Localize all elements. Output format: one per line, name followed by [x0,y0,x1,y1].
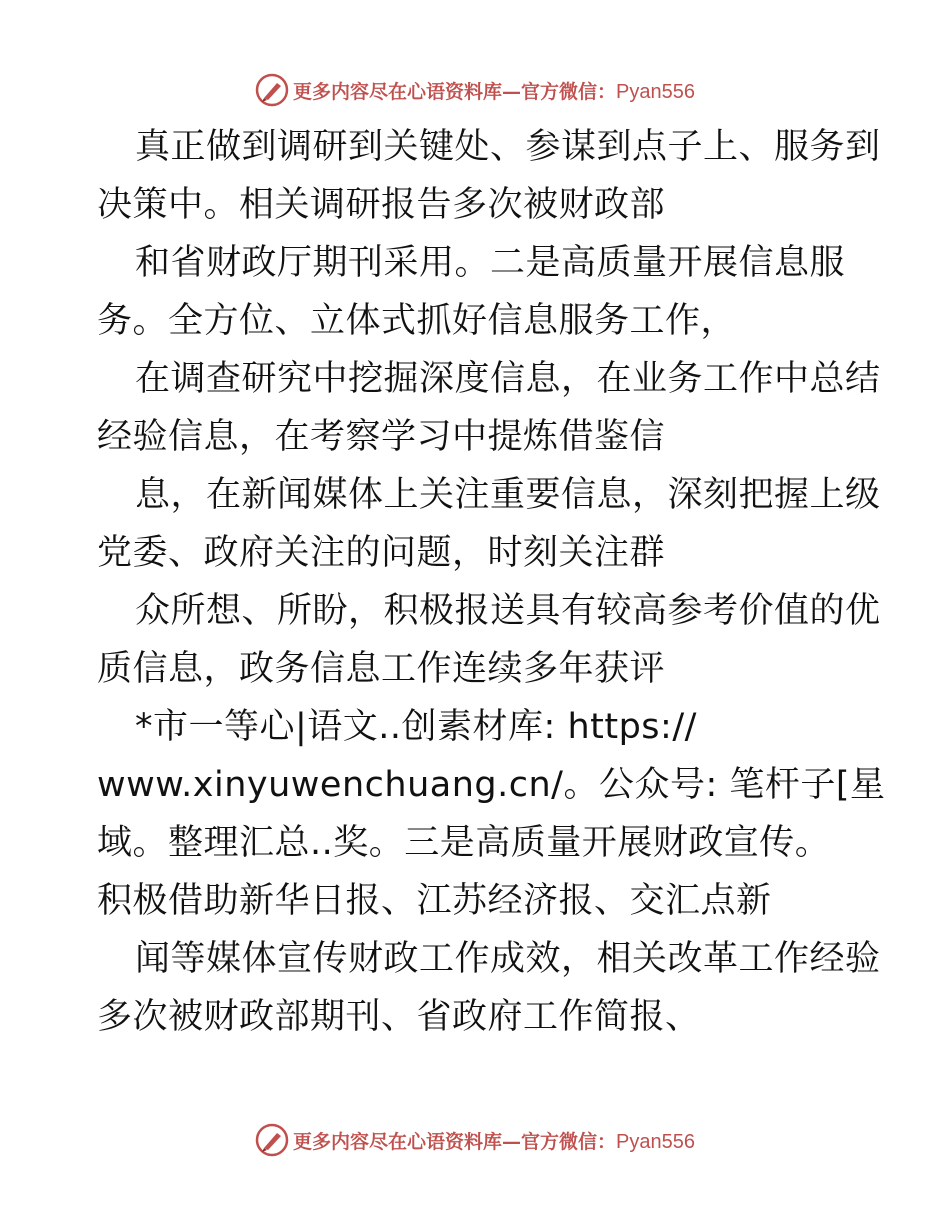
text-line: *市一等心|语文..创素材库: https:// [135,707,697,747]
pen-logo-icon [255,1123,289,1157]
text-line: 闻等媒体宣传财政工作成效，相关改革工作经验 [135,939,881,979]
watermark-text: 更多内容尽在心语资料库—官方微信：Pyan556 [293,1130,695,1153]
text-line: 党委、政府关注的问题，时刻关注群 [97,533,666,573]
header-watermark [0,70,950,110]
pen-logo-icon [255,73,289,107]
text-line: 务。全方位、立体式抓好信息服务工作， [97,301,737,341]
text-line: 在调查研究中挖掘深度信息，在业务工作中总结 [135,359,881,399]
text-line: 积极借助新华日报、江苏经济报、交汇点新 [97,881,772,921]
watermark-text: 更多内容尽在心语资料库—官方微信：Pyan556 [293,80,695,103]
text-line: 质信息，政务信息工作连续多年获评 [97,649,666,689]
text-line: 和省财政厅期刊采用。二是高质量开展信息服 [135,243,846,283]
text-line: 经验信息，在考察学习中提炼借鉴信 [97,417,666,457]
document-body [97,118,897,1046]
text-line: 域。整理汇总..奖。三是高质量开展财政宣传。 [97,823,831,863]
text-line: 众所想、所盼，积极报送具有较高参考价值的优 [135,591,881,631]
text-line: 多次被财政部期刊、省政府工作简报、 [97,997,701,1037]
text-line: 息，在新闻媒体上关注重要信息，深刻把握上级 [135,475,881,515]
text-line: www.xinyuwenchuang.cn/。公众号: 笔杆子[星 [97,765,886,805]
footer-watermark [0,1120,950,1160]
text-line: 决策中。相关调研报告多次被财政部 [97,185,666,225]
text-line: 真正做到调研到关键处、参谋到点子上、服务到 [135,127,881,167]
